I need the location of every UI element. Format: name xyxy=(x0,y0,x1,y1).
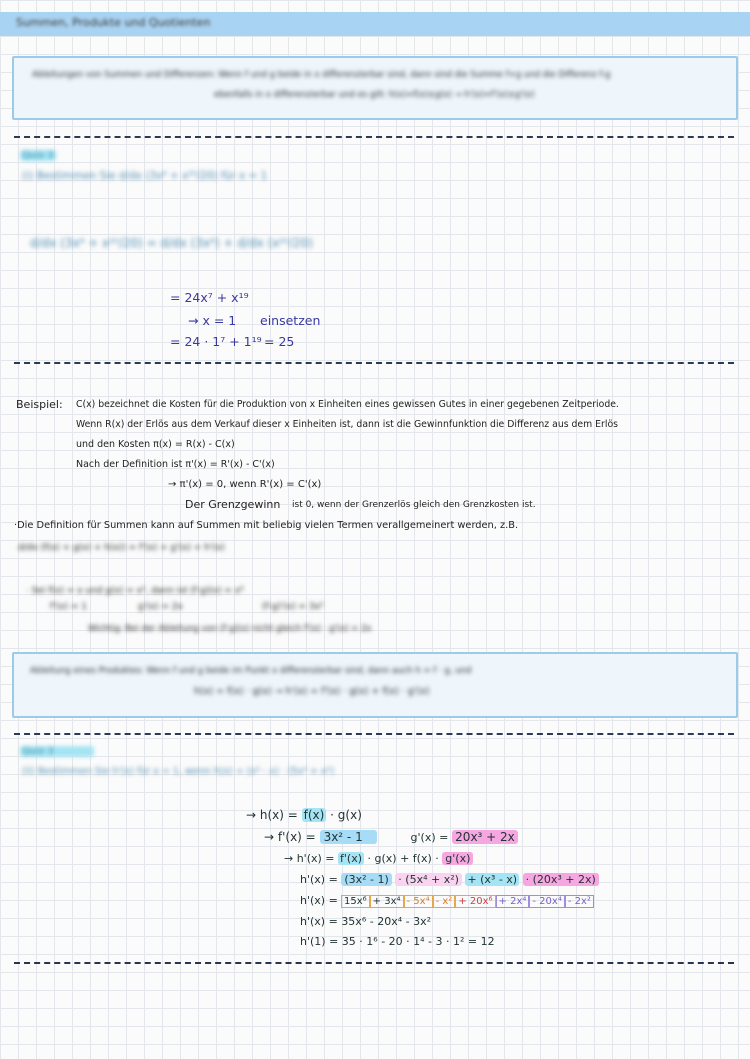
quiz2-line5-g: + 2x⁴ xyxy=(496,895,530,908)
definition-box-sum xyxy=(12,56,738,120)
quiz1-step0: d/dx (3x⁸ + x²⁰/20) = d/dx (3x⁸) + d/dx (x²⁰/20) xyxy=(30,236,313,250)
quiz2-line1 xyxy=(246,808,362,822)
definition-box-product-line2: h(x) = f(x) · g(x) → h'(x) = f'(x) · g(x) + f(x) · g'(x) xyxy=(194,686,430,697)
quiz2-line3-fprime: f'(x) xyxy=(340,852,363,865)
quiz2-line3 xyxy=(284,852,473,865)
quiz2-line5-e: - x² xyxy=(433,895,456,908)
quiz1-step3-result: = 25 xyxy=(264,334,295,349)
divider-3 xyxy=(14,733,734,735)
example-line3: und den Kosten π(x) = R(x) - C(x) xyxy=(76,439,235,450)
quiz2-task: (ii) Bestimmen Sie h'(x) für x = 1, wenn h(x) = (x³ - x) · (5x⁴ + x²) xyxy=(22,766,335,777)
quiz2-line6-b: 35x⁶ - 20x⁴ - 3x² xyxy=(341,915,431,928)
divider-2 xyxy=(14,362,734,364)
quiz2-line2-fprime: 3x² - 1 xyxy=(320,830,377,844)
quiz2-line7-b: 35 · 1⁶ - 20 · 1⁴ - 3 · 1² = 12 xyxy=(341,935,495,948)
quiz2-line5-d: - 5x⁴ xyxy=(404,895,433,908)
quiz2-line3-a: → h'(x) = xyxy=(284,852,335,865)
quiz2-line7-a: h'(1) = xyxy=(300,935,339,948)
definition-box-sum-line2: ebenfalls in x differenzierbar und es gilt: h(x)=f(x)±g(x) → h'(x)=f'(x)±g'(x) xyxy=(214,90,535,100)
quiz2-line2 xyxy=(264,830,518,844)
quiz2-line7 xyxy=(300,935,495,948)
generalize-line4c: (f·g)'(x) = 3x² xyxy=(262,602,324,612)
quiz2-line3-c: · g(x) + f(x) · xyxy=(367,852,439,865)
quiz2-line6 xyxy=(300,915,431,928)
divider-4 xyxy=(14,962,734,964)
quiz1-task: (i) Bestimmen Sie d/dx (3x⁸ + x²⁰/20) für x = 1 xyxy=(22,170,268,182)
quiz1-step1: = 24x⁷ + x¹⁹ xyxy=(170,290,249,305)
quiz2-line6-a: h'(x) = xyxy=(300,915,338,928)
example-line2: Wenn R(x) der Erlös aus dem Verkauf dieser x Einheiten ist, dann ist die Gewinnfunktion die Differenz aus dem Erlös xyxy=(76,419,618,430)
generalize-line4a: f'(x) = 1 xyxy=(50,602,87,612)
quiz2-line4-c: · (5x⁴ + x²) xyxy=(395,873,462,886)
quiz1-step2-note: einsetzen xyxy=(260,313,321,328)
quiz1-step3: = 24 · 1⁷ + 1¹⁹ xyxy=(170,334,262,349)
page-title: Summen, Produkte und Quotienten xyxy=(16,16,211,29)
quiz2-line1-a: → h(x) = xyxy=(246,808,298,822)
definition-box-product-line1: Ableitung eines Produktes: Wenn f und g beide im Punkt x differenzierbar sind, dann auch h = f · g, und xyxy=(30,666,472,676)
quiz2-line5-b: 15x⁶ xyxy=(341,895,370,908)
quiz2-line5-a: h'(x) = xyxy=(300,894,338,907)
quiz2-line4-a: h'(x) = xyxy=(300,873,338,886)
quiz2-line4-d: + (x³ - x) xyxy=(467,873,518,886)
example-line4: Nach der Definition ist π'(x) = R'(x) - C'(x) xyxy=(76,459,275,470)
quiz2-line2-gprime: 20x³ + 2x xyxy=(452,830,518,844)
quiz2-line5-c: + 3x⁴ xyxy=(370,895,404,908)
example-line6a: Der Grenzgewinn xyxy=(185,498,281,511)
quiz2-line2-c: g'(x) = xyxy=(410,831,449,844)
quiz2-line4-b: (3x² - 1) xyxy=(341,873,391,886)
quiz1-step2: → x = 1 xyxy=(188,313,237,328)
quiz1-label: Quiz 3 xyxy=(22,150,54,161)
definition-box-product xyxy=(12,652,738,718)
quiz2-line1-f: f(x) xyxy=(303,808,325,822)
example-line6b: ist 0, wenn der Grenzerlös gleich den Grenzkosten ist. xyxy=(292,500,536,510)
example-label: Beispiel: xyxy=(16,398,63,411)
definition-box-sum-line1: Ableitungen von Summen und Differenzen: Wenn f und g beide in x differenzierbar sind, dann sind die Summe f+g und die Differenz f-g xyxy=(32,70,611,80)
quiz2-label: Quiz 3 xyxy=(20,746,94,757)
quiz2-line1-g: · g(x) xyxy=(330,808,362,822)
quiz2-line5-h: - 20x⁴ xyxy=(529,895,564,908)
example-line1: C(x) bezeichnet die Kosten für die Produktion von x Einheiten eines gewissen Gutes in einer gegebenen Zeitperiode. xyxy=(76,399,619,410)
example-line5: → π'(x) = 0, wenn R'(x) = C'(x) xyxy=(168,479,322,490)
quiz2-line3-gprime: g'(x) xyxy=(442,852,473,865)
generalize-line4b: g'(x) = 2x xyxy=(138,602,183,612)
quiz2-line2-a: → f'(x) = xyxy=(264,830,316,844)
quiz2-line5 xyxy=(300,894,594,907)
quiz2-line5-f: + 20x⁶ xyxy=(455,895,495,908)
quiz2-line4 xyxy=(300,873,599,886)
generalize-line5: Wichtig: Bei der Ableitung von (f·g)(x) nicht gleich f'(x) · g'(x) = 2x xyxy=(88,624,372,634)
quiz2-line4-e: · (20x³ + 2x) xyxy=(523,873,599,886)
generalize-line2: d/dx (f(x) + g(x) + h(x)) = f'(x) + g'(x) + h'(x) xyxy=(18,543,225,553)
divider-1 xyxy=(14,136,734,138)
generalize-line1: ·Die Definition für Summen kann auf Summen mit beliebig vielen Termen verallgemeinert werden, z.B. xyxy=(14,520,519,531)
generalize-line3: · Sei f(x) = x und g(x) = x², dann ist (f·g)(x) = x³ xyxy=(26,586,244,596)
quiz2-line5-i: - 2x² xyxy=(565,895,594,908)
